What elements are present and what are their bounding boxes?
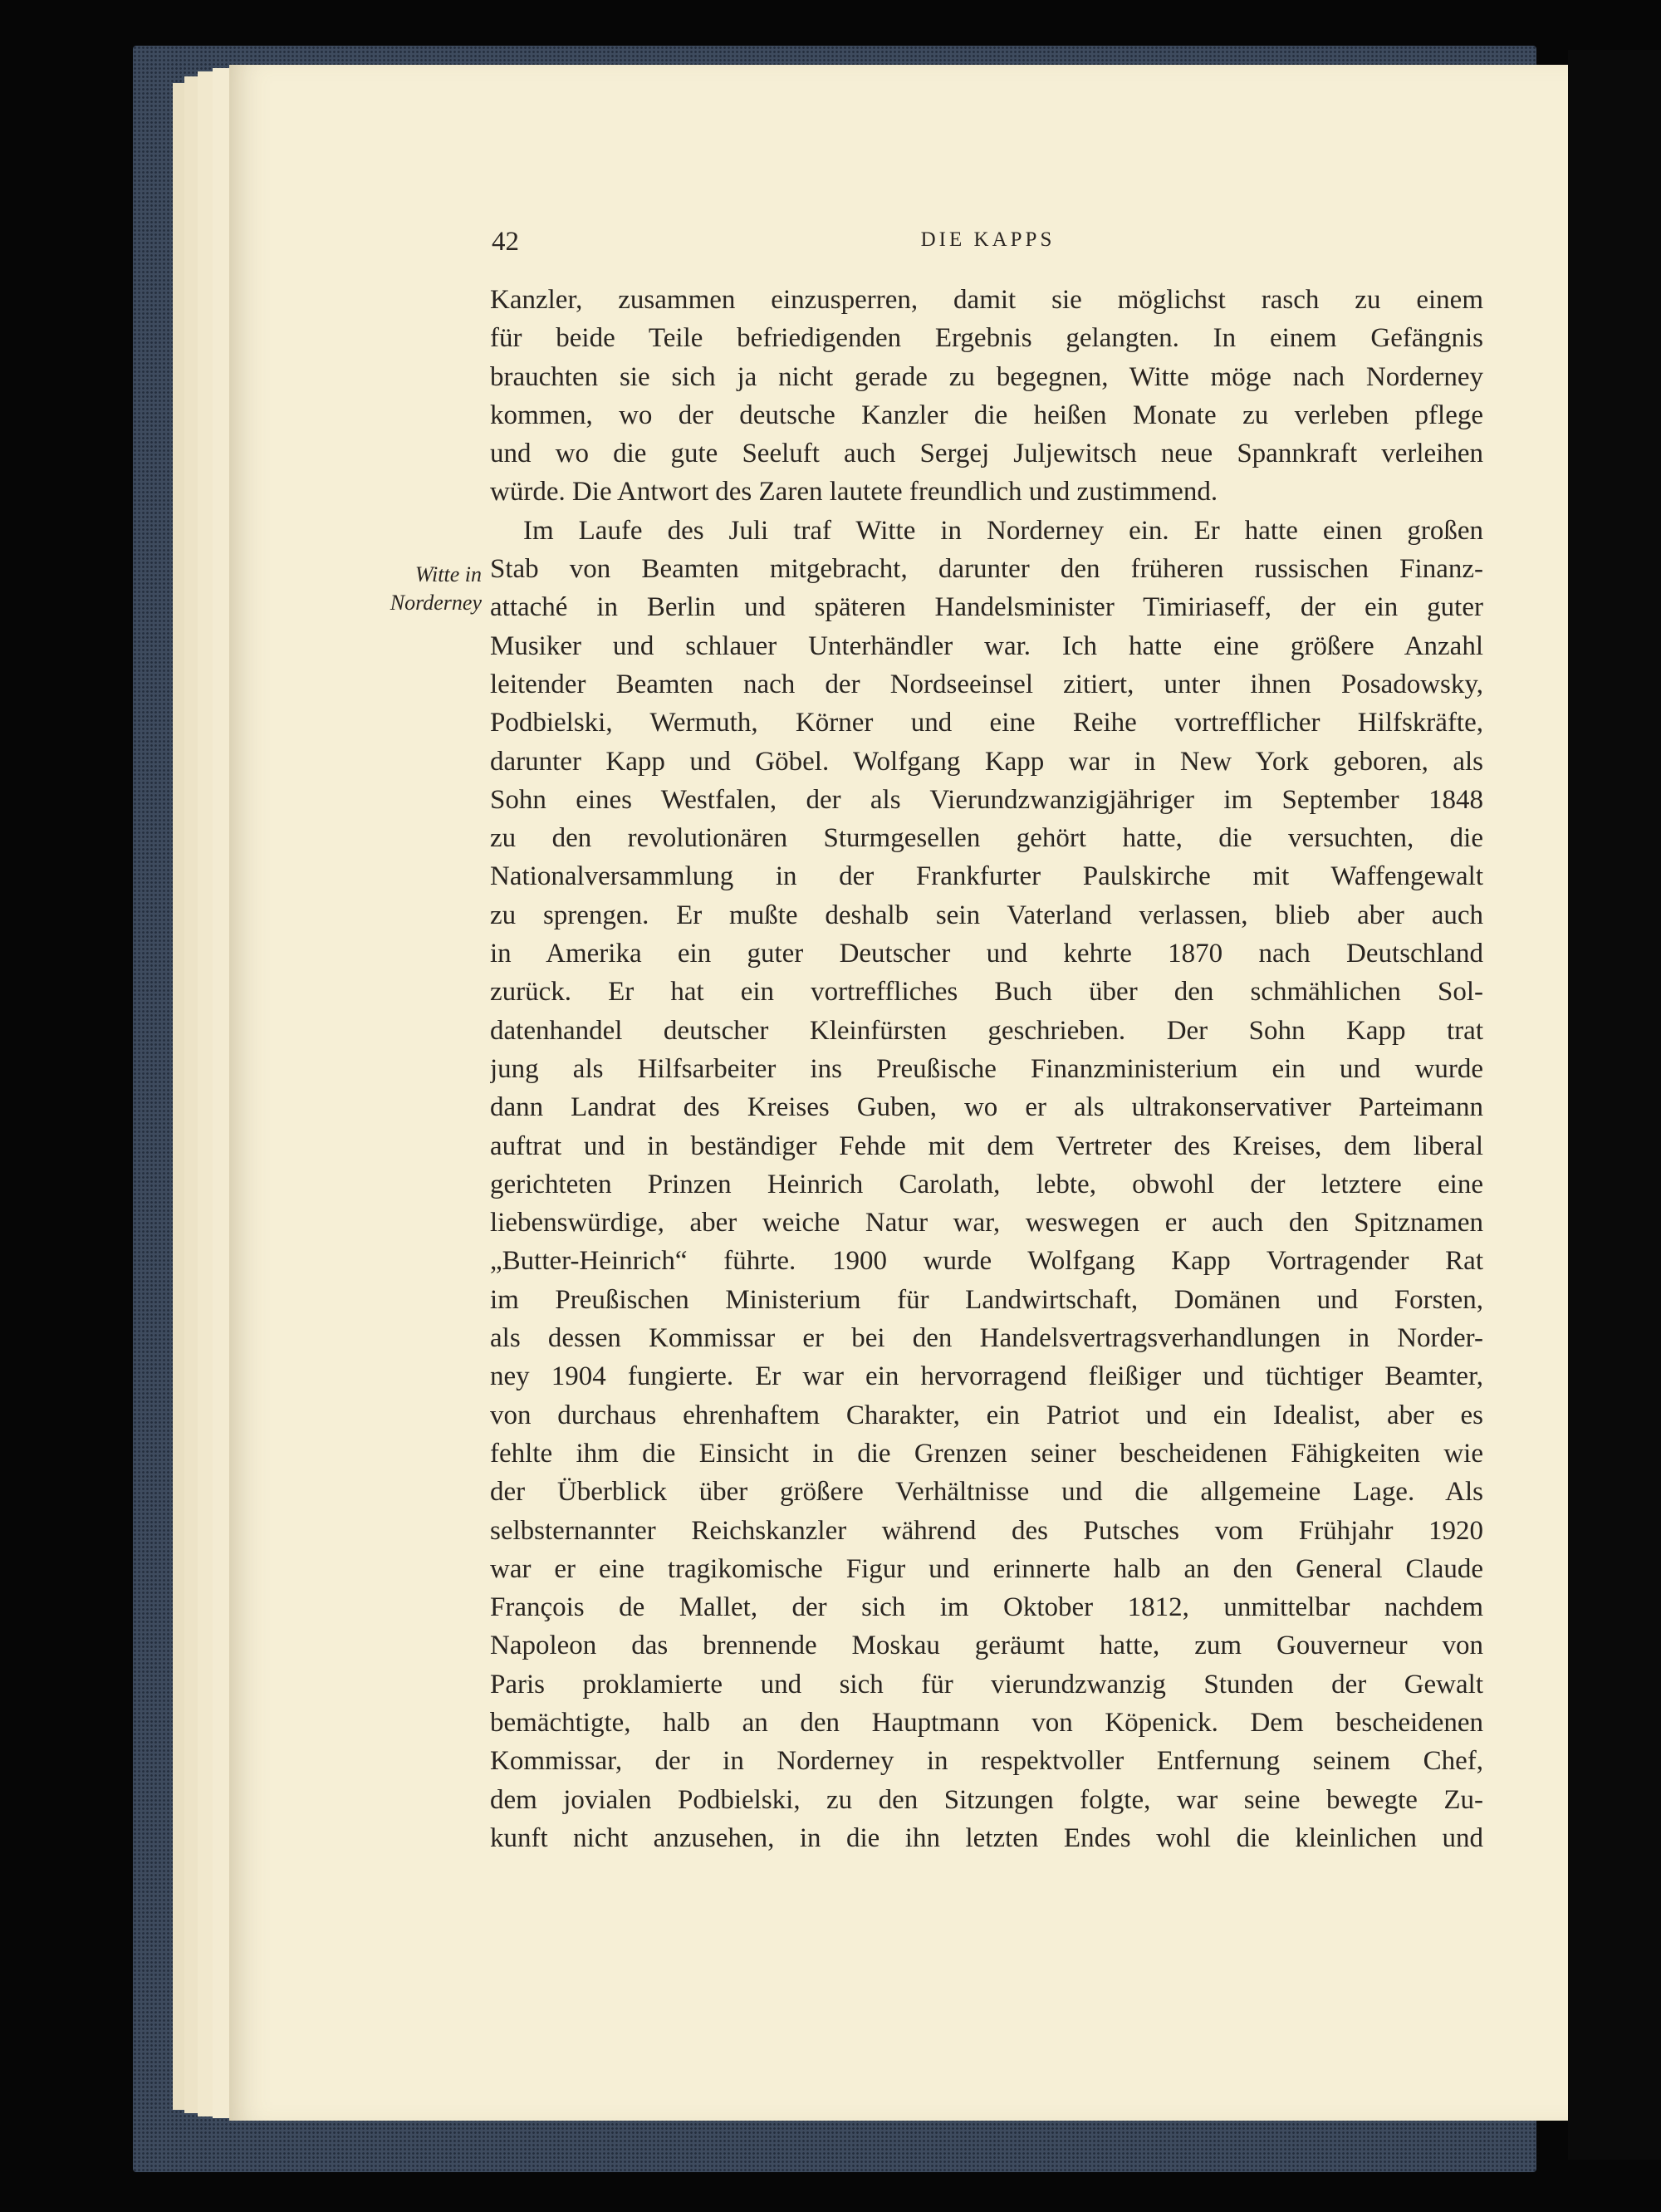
page-number: 42 <box>492 227 519 257</box>
text-line: der Überblick über größere Verhältnisse und die allgemeine Lage. Als <box>490 1477 1483 1508</box>
facing-page-shadow <box>1568 50 1661 2160</box>
text-line: dann Landrat des Kreises Guben, wo er als ultrakonservativer Parteimann <box>490 1092 1483 1123</box>
text-line: von durchaus ehrenhaftem Charakter, ein Patriot und ein Idealist, aber es <box>490 1400 1483 1430</box>
text-line: fehlte ihm die Einsicht in die Grenzen seiner bescheidenen Fähigkeiten wie <box>490 1438 1483 1469</box>
text-line: Im Laufe des Juli traf Witte in Norderney ein. Er hatte einen großen <box>523 515 1483 546</box>
text-line: datenhandel deutscher Kleinfürsten geschrieben. Der Sohn Kapp trat <box>490 1015 1483 1046</box>
text-line: auftrat und in beständiger Fehde mit dem Vertreter des Kreises, dem liberal <box>490 1131 1483 1161</box>
text-line: zu den revolutionären Sturmgesellen gehört hatte, die versuchten, die <box>490 823 1483 854</box>
text-line: Paris proklamierte und sich für vierundzwanzig Stunden der Gewalt <box>490 1669 1483 1699</box>
body-text <box>490 281 1483 1857</box>
text-line: für beide Teile befriedigenden Ergebnis gelangten. In einem Gefängnis <box>490 323 1483 354</box>
page-header <box>492 227 1484 260</box>
text-line: in Amerika ein guter Deutscher und kehrte 1870 nach Deutschland <box>490 939 1483 969</box>
text-line: Kanzler, zusammen einzusperren, damit sie möglichst rasch zu einem <box>490 285 1483 315</box>
text-line: im Preußischen Ministerium für Landwirtschaft, Domänen und Forsten, <box>490 1284 1483 1315</box>
text-line: François de Mallet, der sich im Oktober 1812, unmittelbar nachdem <box>490 1592 1483 1623</box>
text-line: zurück. Er hat ein vortreffliches Buch über den schmählichen Sol- <box>490 977 1483 1008</box>
text-line: würde. Die Antwort des Zaren lautete freundlich und zustimmend. <box>490 477 1218 508</box>
text-line: liebenswürdige, aber weiche Natur war, weswegen er auch den Spitznamen <box>490 1208 1483 1238</box>
text-line: jung als Hilfsarbeiter ins Preußische Finanzministerium ein und wurde <box>490 1053 1483 1084</box>
text-line: war er eine tragikomische Figur und erinnerte halb an den General Claude <box>490 1553 1483 1584</box>
text-line: Sohn eines Westfalen, der als Vierundzwanzigjähriger im September 1848 <box>490 784 1483 815</box>
text-line: ney 1904 fungierte. Er war ein hervorragend fleißiger und tüchtiger Beamter, <box>490 1361 1483 1392</box>
text-line: Napoleon das brennende Moskau geräumt hatte, zum Gouverneur von <box>490 1631 1483 1661</box>
text-line: bemächtigte, halb an den Hauptmann von Köpenick. Dem bescheidenen <box>490 1707 1483 1738</box>
text-line: brauchten sie sich ja nicht gerade zu begegnen, Witte möge nach Norderney <box>490 361 1483 392</box>
marginal-note-line: Witte in <box>414 562 482 586</box>
text-line: attaché in Berlin und späteren Handelsminister Timiriaseff, der ein guter <box>490 592 1483 623</box>
text-line: kommen, wo der deutsche Kanzler die heißen Monate zu verleben pflege <box>490 400 1483 430</box>
text-line: selbsternannter Reichskanzler während des Putsches vom Frühjahr 1920 <box>490 1515 1483 1546</box>
text-line: Musiker und schlauer Unterhändler war. Ich hatte eine größere Anzahl <box>490 630 1483 661</box>
text-line: gerichteten Prinzen Heinrich Carolath, lebte, obwohl der letztere eine <box>490 1169 1483 1199</box>
text-line: und wo die gute Seeluft auch Sergej Juljewitsch neue Spannkraft verleihen <box>490 439 1483 469</box>
text-line: „Butter-Heinrich“ führte. 1900 wurde Wolfgang Kapp Vortragender Rat <box>490 1246 1483 1277</box>
running-title: DIE KAPPS <box>920 228 1056 251</box>
marginal-note <box>349 561 482 617</box>
text-line: darunter Kapp und Göbel. Wolfgang Kapp war in New York geboren, als <box>490 746 1483 777</box>
text-line: zu sprengen. Er mußte deshalb sein Vaterland verlassen, blieb aber auch <box>490 900 1483 930</box>
text-line: Nationalversammlung in der Frankfurter Paulskirche mit Waffengewalt <box>490 861 1483 892</box>
marginal-note-line: Norderney <box>390 591 482 615</box>
text-line: Kommissar, der in Norderney in respektvoller Entfernung seinem Chef, <box>490 1746 1483 1777</box>
text-line: Stab von Beamten mitgebracht, darunter den früheren russischen Finanz- <box>490 554 1483 585</box>
text-line: dem jovialen Podbielski, zu den Sitzungen folgte, war seine bewegte Zu- <box>490 1784 1483 1815</box>
text-line: Podbielski, Wermuth, Körner und eine Reihe vortrefflicher Hilfskräfte, <box>490 708 1483 738</box>
text-line: kunft nicht anzusehen, in die ihn letzten Endes wohl die kleinlichen und <box>490 1822 1483 1853</box>
text-line: als dessen Kommissar er bei den Handelsvertragsverhandlungen in Norder- <box>490 1323 1483 1354</box>
text-line: leitender Beamten nach der Nordseeinsel zitiert, unter ihnen Posadowsky, <box>490 669 1483 699</box>
